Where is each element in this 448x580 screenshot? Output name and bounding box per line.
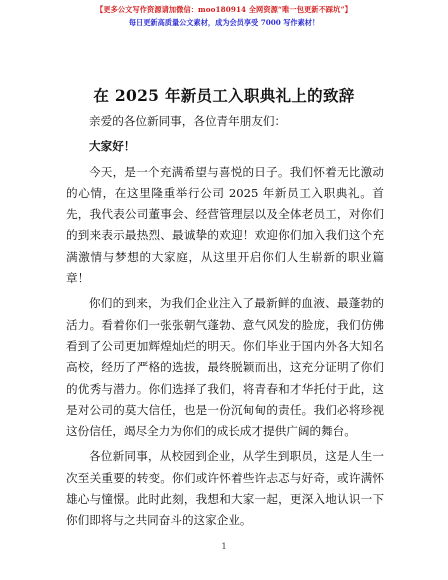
document-body <box>66 111 384 536</box>
paragraph-1: 今天，是一个充满希望与喜悦的日子。我们怀着无比激动的心情，在这里隆重举行公司 2025 年新员工入职典礼。首先，我代表公司董事会、经营管理层以及全体老员工，对你们的到来表示最热烈、最诚挚的欢迎！欢迎你们加入我们这个充满激情与梦想的大家庭，从这里开启你们人生崭新的职业篇章！ <box>66 164 384 286</box>
paragraph-2: 你们的到来，为我们企业注入了最新鲜的血液、最蓬勃的活力。看着你们一张张朝气蓬勃、意气风发的脸庞，我们仿佛看到了公司更加辉煌灿烂的明天。你们毕业于国内外各大知名高校，经历了严格的选拔，最终脱颖而出，这充分证明了你们的优秀与潜力。你们选择了我们，将青春和才华托付于此，这是对公司的莫大信任，也是一份沉甸甸的责任。我们必将珍视这份信任，竭尽全力为你们的成长成才提供广阔的舞台。 <box>66 296 384 439</box>
salutation: 亲爱的各位新同事，各位青年朋友们： <box>89 114 287 128</box>
banner-line-membership: 每日更新高质量公文素材，成为会员享受 7000 写作素材！ <box>128 18 320 27</box>
paragraph-3: 各位新同事，从校园到企业，从学生到职员，这是人生一次至关重要的转变。你们或许怀着些许忐忑与好奇，或许满怀雄心与憧憬。此时此刻，我想和大家一起，更深入地认识一下你们即将与之共同奋斗的这家企业。 <box>66 449 384 528</box>
document-title: 在 2025 年新员工入职典礼上的致辞 <box>93 86 355 105</box>
header-banner <box>0 4 448 29</box>
page-number: 1 <box>221 542 227 551</box>
banner-line-promo: 【更多公文写作资源请加微信：moo180914 全网资源“唯一包更新不踩坑”】 <box>96 5 352 14</box>
greeting: 大家好！ <box>89 139 136 154</box>
